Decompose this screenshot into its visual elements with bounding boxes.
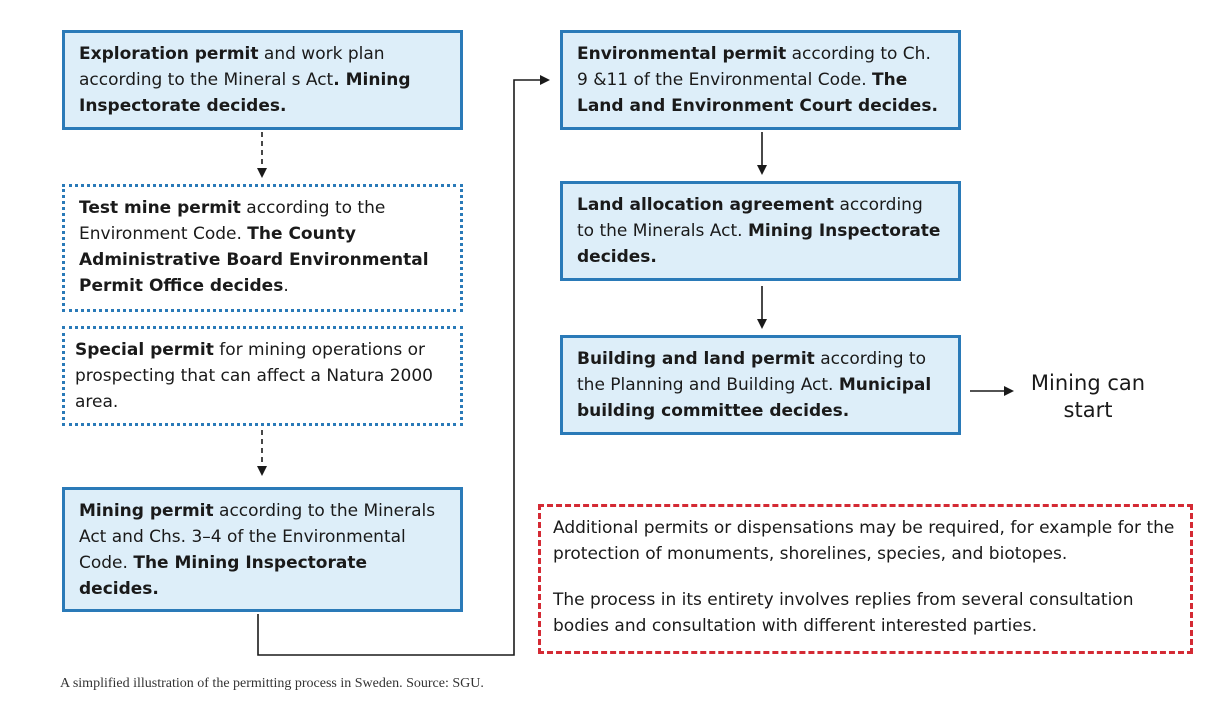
mining-permit-lead: Mining permit	[79, 501, 214, 521]
exploration-permit-box	[62, 30, 463, 130]
environmental-permit-decider: The Land and Environment Court decides.	[577, 70, 938, 116]
test-mine-permit-decider: The County Administrative Board Environmental Permit Office decides	[79, 224, 429, 296]
environmental-permit-text: according to Ch. 9 &11 of the Environmental Code.	[577, 44, 931, 90]
special-permit-box	[62, 326, 463, 426]
building-permit-box	[560, 335, 961, 435]
mining-permit-decider: The Mining Inspectorate decides.	[79, 553, 367, 599]
mining-can-start-label	[1018, 370, 1158, 424]
exploration-permit-lead: Exploration permit	[79, 44, 259, 64]
land-allocation-lead: Land allocation agreement	[577, 195, 835, 215]
test-mine-permit-tail: .	[283, 276, 289, 296]
mining-permit-text: according to the Minerals Act and Chs. 3–4 of the Environmental Code.	[79, 501, 436, 573]
test-mine-permit-box	[62, 184, 463, 312]
outcome-line-2: start	[1063, 398, 1113, 422]
exploration-permit-text: and work plan according to the Mineral s Act	[79, 44, 385, 90]
test-mine-permit-text: according to the Environment Code.	[79, 198, 386, 244]
special-permit-lead: Special permit	[75, 340, 214, 360]
land-allocation-text: according to the Minerals Act.	[577, 195, 923, 241]
environmental-permit-lead: Environmental permit	[577, 44, 787, 64]
building-permit-decider: Municipal building committee decides.	[577, 375, 932, 421]
test-mine-permit-lead: Test mine permit	[79, 198, 241, 218]
additional-permits-note	[538, 504, 1193, 654]
outcome-line-1: Mining can	[1030, 371, 1146, 395]
land-allocation-decider: Mining Inspectorate decides.	[577, 221, 941, 267]
note-paragraph-2: The process in its entirety involves replies from several consultation bodies and consultation with different interested parties.	[553, 590, 1134, 636]
exploration-permit-decider: . Mining Inspectorate decides.	[79, 70, 411, 116]
building-permit-text: according to the Planning and Building Act.	[577, 349, 926, 395]
special-permit-text: for mining operations or prospecting that can affect a Natura 2000 area.	[75, 340, 433, 412]
building-permit-lead: Building and land permit	[577, 349, 815, 369]
figure-caption: A simplified illustration of the permitting process in Sweden. Source: SGU.	[60, 676, 484, 691]
note-paragraph-1: Additional permits or dispensations may be required, for example for the protection of monuments, shorelines, species, and biotopes.	[553, 518, 1175, 564]
environmental-permit-box	[560, 30, 961, 130]
land-allocation-box	[560, 181, 961, 281]
mining-permit-box	[62, 487, 463, 612]
